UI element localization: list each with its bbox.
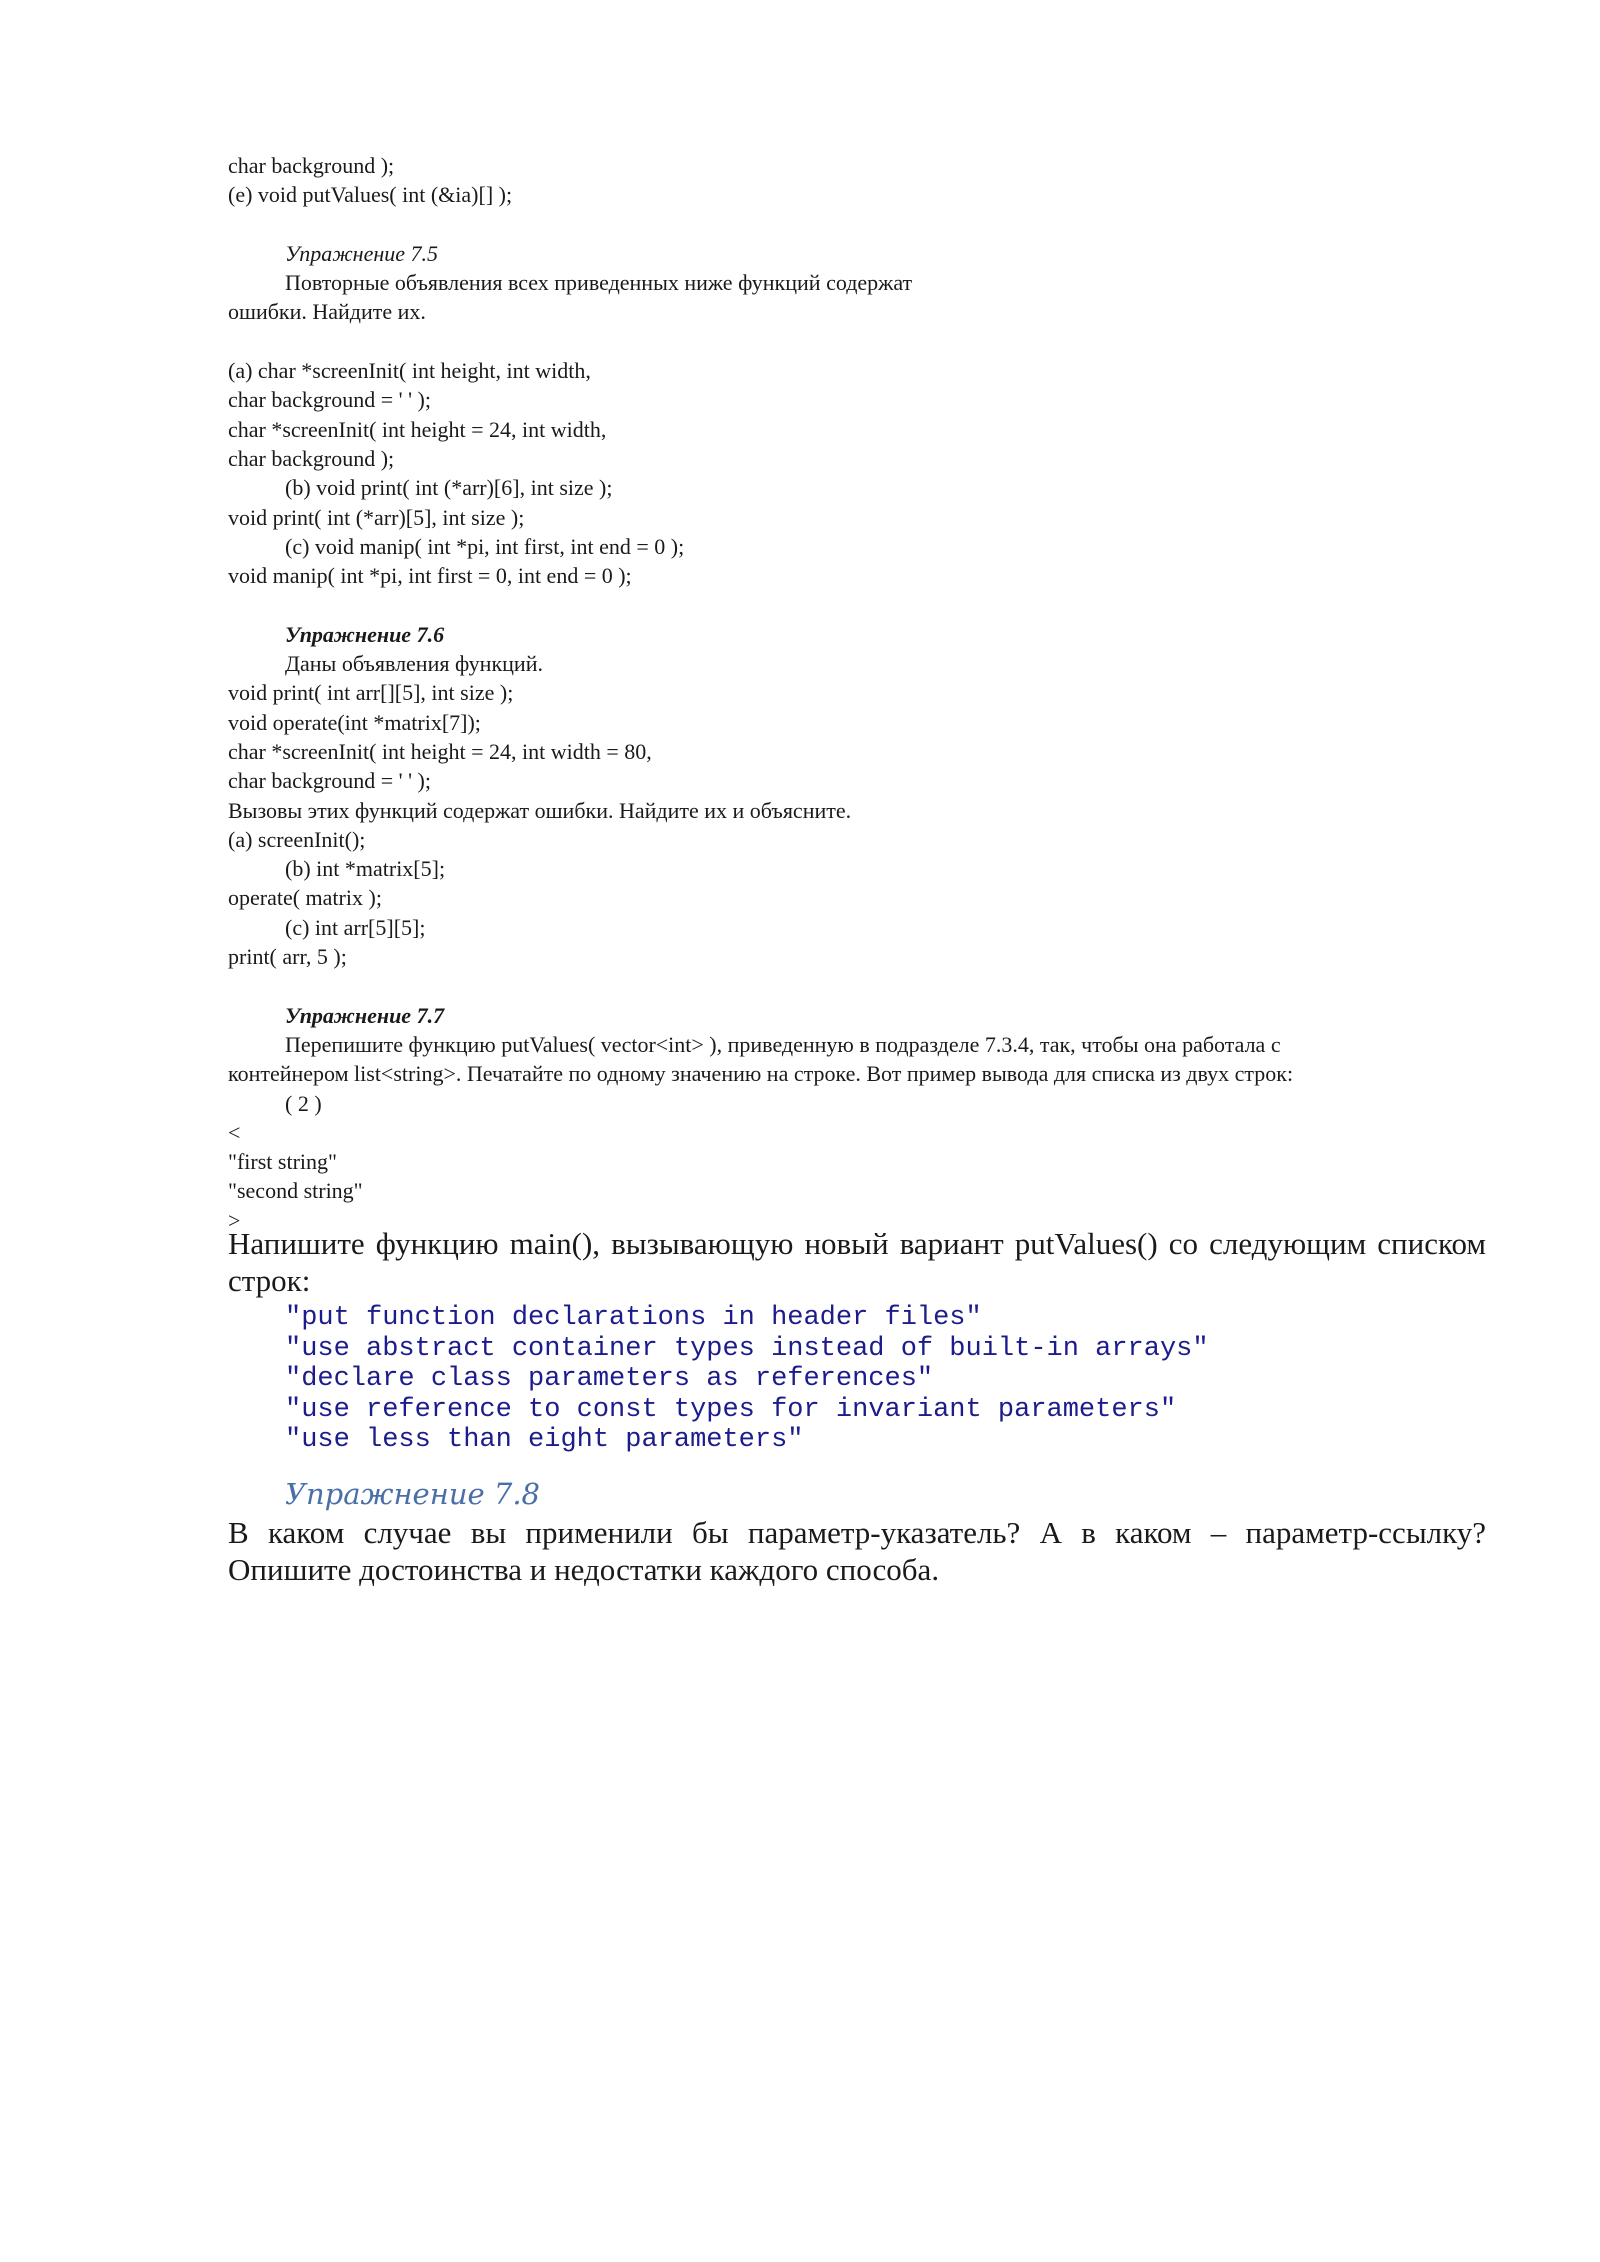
code-line: (a) screenInit();	[228, 826, 366, 852]
text-line: char background );	[228, 153, 395, 178]
code-line: char background );	[228, 445, 395, 471]
exercise-7-5-intro: ошибки. Найдите их.	[228, 299, 426, 325]
code-line: (c) int arr[5][5];	[285, 914, 426, 940]
output-line: ( 2 )	[285, 1090, 322, 1116]
exercise-7-8-title: Упражнение 7.8	[285, 1476, 540, 1511]
code-line: (c) void manip( int *pi, int first, int end = 0 );	[285, 533, 685, 559]
code-string: "put function declarations in header files"	[285, 1303, 982, 1333]
exercise-7-7-paragraph: Напишите функцию main(), вызывающую новый вариант putValues() со следующим списком строк:	[228, 1226, 1486, 1298]
output-line: <	[228, 1119, 241, 1145]
code-string: "declare class parameters as references"	[285, 1364, 934, 1394]
code-line: (a) char *screenInit( int height, int width,	[228, 358, 591, 384]
exercise-7-8-paragraph: В каком случае вы применили бы параметр-указатель? А в каком – параметр-ссылку? Опишите достоинства и недостатки каждого способа.	[228, 1514, 1486, 1587]
code-list	[228, 1303, 1486, 1456]
code-line: void operate(int *matrix[7]);	[228, 709, 481, 735]
code-line: (b) void print( int (*arr)[6], int size );	[285, 475, 613, 501]
exercise-7-5-title: Упражнение 7.5	[285, 240, 439, 266]
code-line: (b) int *matrix[5];	[285, 856, 446, 882]
large-text-column	[228, 1225, 1486, 1588]
exercise-7-5-intro: Повторные объявления всех приведенных ниже функций содержат	[285, 270, 913, 296]
code-line: char background = ' ' );	[228, 768, 431, 794]
code-line: print( arr, 5 );	[228, 944, 347, 970]
code-line: operate( matrix );	[228, 885, 382, 911]
code-line: char *screenInit( int height = 24, int width,	[228, 416, 607, 442]
code-line: char *screenInit( int height = 24, int width = 80,	[228, 738, 652, 764]
code-string: "use reference to const types for invariant parameters"	[285, 1394, 1177, 1425]
output-line: "second string"	[228, 1178, 363, 1204]
small-text-column	[228, 151, 1486, 1235]
text-line: Вызовы этих функций содержат ошибки. Найдите их и объясните.	[228, 797, 852, 823]
exercise-7-6-title: Упражнение 7.6	[285, 621, 445, 647]
code-line: void print( int arr[][5], int size );	[228, 680, 514, 706]
code-string: "use abstract container types instead of built-in arrays"	[285, 1333, 1209, 1364]
output-line: "first string"	[228, 1149, 338, 1175]
output-line: >	[228, 1207, 241, 1233]
text-line: контейнером list<string>. Печатайте по одному значению на строке. Вот пример вывода для списка из двух строк:	[228, 1061, 1294, 1087]
code-line: void print( int (*arr)[5], int size );	[228, 504, 525, 530]
code-string: "use less than eight parameters"	[285, 1425, 804, 1455]
exercise-7-7-title: Упражнение 7.7	[285, 1002, 445, 1028]
text-line: Даны объявления функций.	[285, 651, 543, 677]
text-line: Перепишите функцию putValues( vector<int> ), приведенную в подразделе 7.3.4, так, чтобы она работала с	[285, 1031, 1281, 1057]
text-line: (e) void putValues( int (&ia)[] );	[228, 182, 513, 208]
code-line: void manip( int *pi, int first = 0, int end = 0 );	[228, 563, 632, 589]
code-line: char background = ' ' );	[228, 387, 431, 413]
